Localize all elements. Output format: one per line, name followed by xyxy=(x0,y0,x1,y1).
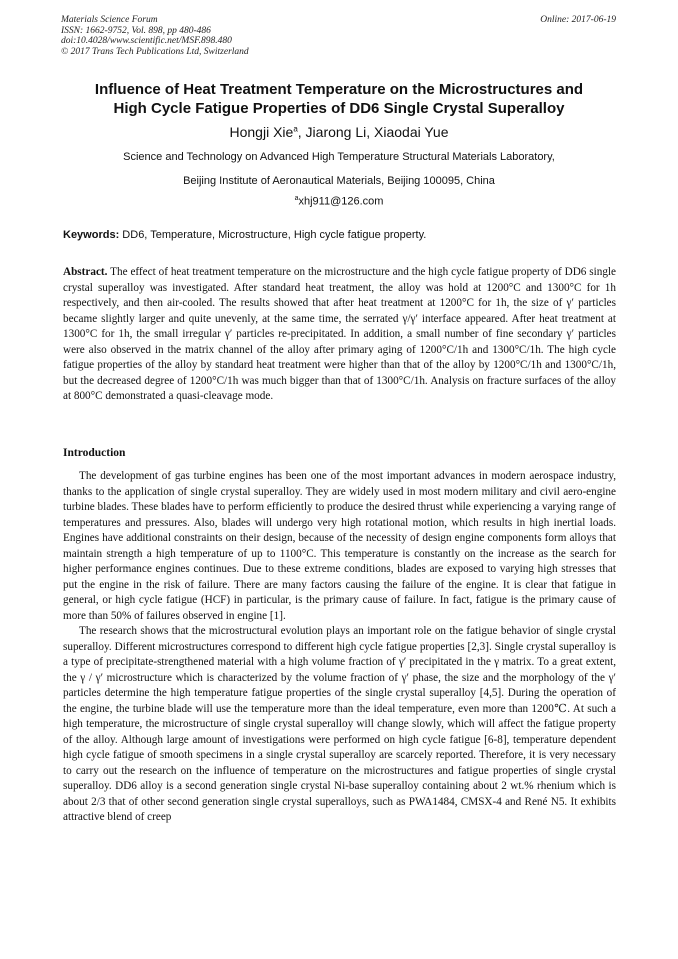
paper-title xyxy=(60,80,618,118)
keywords-label: Keywords: xyxy=(63,229,120,241)
email-sup: a xyxy=(294,195,299,202)
copyright-line: © 2017 Trans Tech Publications Ltd, Switzerland xyxy=(61,46,249,57)
affiliation-line-2: Beijing Institute of Aeronautical Materials, Beijing 100095, China xyxy=(183,175,495,187)
online-date: Online: 2017-06-19 xyxy=(540,15,616,25)
author-name: Hongji Xie xyxy=(229,124,294,140)
title-line-1: Influence of Heat Treatment Temperature on the Microstructures and xyxy=(94,81,584,98)
journal-name: Materials Science Forum xyxy=(61,15,158,25)
email-line xyxy=(60,195,618,208)
abstract-text: The effect of heat treatment temperature on the microstructure and the high cycle fatigue property of DD6 single crystal superalloy was investigated. After standard heat treatment, the alloy was hold at 1200°C and 1300°C for 1h respectively, and then air-cooled. The results showed that after heat treatment at 1200°C for 1h, the size of γ′ particles became slightly larger and quite unevenly, at the same time, the serrated γ/γ′ interface appeared. After heat treatment at 1300°C for 1h, the small irregular γ′ particles re-precipitated. In addition, a small number of fine secondary γ′ particles were also observed in the matrix channel of the alloy after primary aging of 1200°C/1h and 1300°C/1h. The high cycle fatigue properties of the alloy by standard heat treatment were higher than that of the alloy by 1200°C/1h and 1300°C/1h, but the decreased degree of 1200°C/1h was much bigger than that of 1300°C/1h. Analysis on fracture surfaces of the alloy at 800°C demonstrated a quasi-cleavage mode. xyxy=(63,266,616,402)
introduction-body xyxy=(63,469,616,826)
section-heading-introduction: Introduction xyxy=(63,447,126,459)
author-list xyxy=(60,124,618,140)
keywords-text: DD6, Temperature, Microstructure, High cycle fatigue property. xyxy=(119,229,427,241)
keywords xyxy=(63,229,615,241)
intro-paragraph-2: The research shows that the microstructural evolution plays an important role on the fatigue behavior of single crystal superalloy. Different microstructures correspond to different high cycle fatigue properties [2,3]. Single crystal superalloy is a type of precipitate-strengthened material with a high volume fraction of γ′ precipitated in the γ matrix. To a great extent, the γ / γ′ microstructure which is characterized by the volume fraction of γ′ phase, the size and the morphology of the γ′ particles determine the high temperature fatigue properties of the single crystal superalloy [4,5]. During the operation of the engine, the turbine blade will use the temperature more than the ideal temperature, even more than 1200℃. At such a high temperature, the microstructure of single crystal superalloy will change slowly, which will affect the fatigue property of the alloy. Although large amount of investigations were performed on high cycle fatigue [6-8], temperature dependent high cycle fatigue of smooth specimens in a single crystal superalloy are scarcely reported. Therefore, it is very necessary to carry out the research on the influence of temperature on the microstructures and fatigue properties of single crystal superalloy. DD6 alloy is a second generation single crystal Ni-base superalloy containing about 2 wt.% rhenium which is about 2/3 that of other second generation single crystal superalloys, such as PWA1484, CMSX-4 and René N5. It exhibits attractive blend of creep xyxy=(63,625,616,823)
doi-line: doi:10.4028/www.scientific.net/MSF.898.480 xyxy=(61,36,232,47)
author-email: xhj911@126.com xyxy=(298,195,384,208)
title-line-2: High Cycle Fatigue Properties of DD6 Single Crystal Superalloy xyxy=(113,100,565,117)
journal-header xyxy=(61,15,249,57)
author-names-rest: , Jiarong Li, Xiaodai Yue xyxy=(297,124,449,140)
affiliation-line-1: Science and Technology on Advanced High Temperature Structural Materials Laboratory, xyxy=(123,151,555,163)
issn-line: ISSN: 1662-9752, Vol. 898, pp 480-486 xyxy=(61,25,211,36)
author-sup: a xyxy=(293,124,298,134)
abstract xyxy=(63,265,616,405)
abstract-label: Abstract. xyxy=(63,266,108,278)
intro-paragraph-1: The development of gas turbine engines has been one of the most important advances in modern aerospace industry, thanks to the application of single crystal superalloy. They are widely used in most modern military and civil aero-engine turbine blades. These blades have to perform efficiently to produce the desired thrust while experiencing a varying range of temperatures and pressures. Also, blades will undergo very high rotational motion, which results in high inertial loads. Engines have additional constraints on their design, because of the necessity of design engine components form alloys that maintain strength a high temperature of up to 1100°C. This temperature is constantly on the increase as the search for higher performance engines continues. Due to these extreme conditions, blades are exposed to varying high stresses that put the engine in the risk of failure. There are many factors causing the failure of the engine. It is clear that fatigue in general, or high cycle fatigue (HCF) in particular, is the primary cause of failure. In fact, fatigue is the primary cause of more than 50% of failures observed in engine [1]. xyxy=(63,470,616,622)
